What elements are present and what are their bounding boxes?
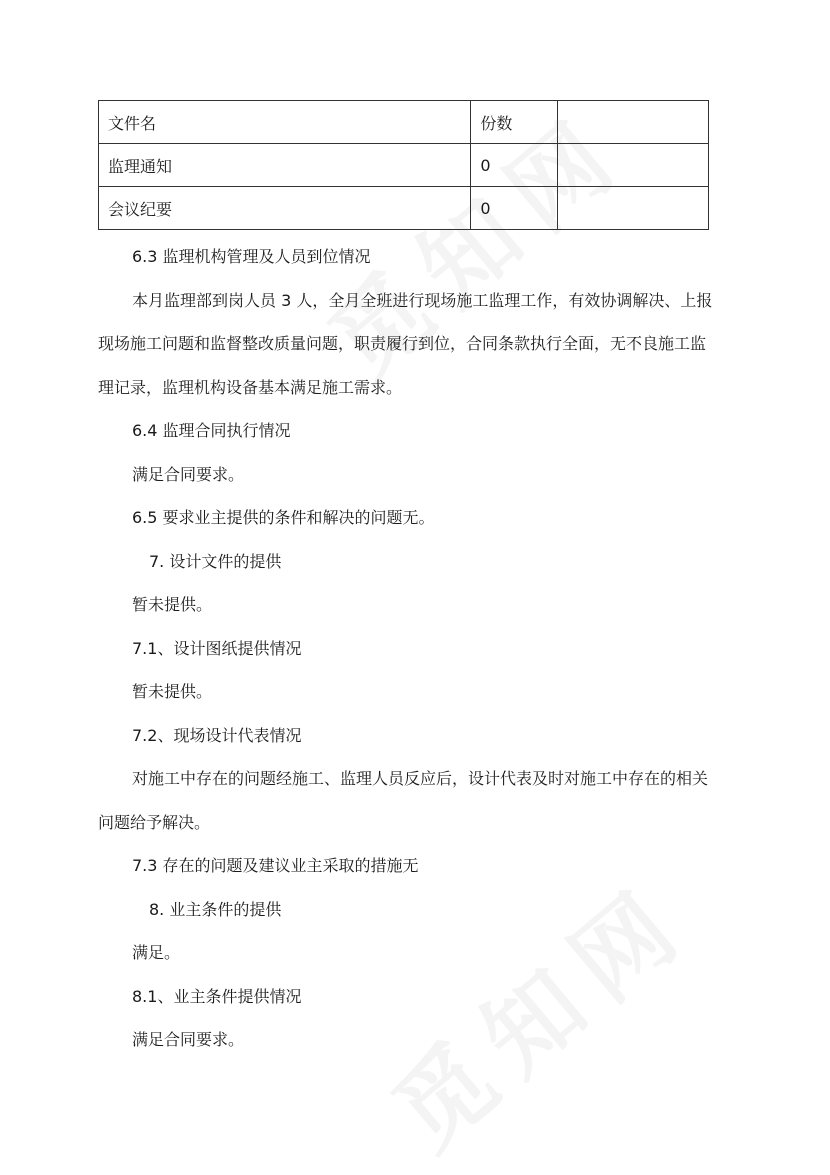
watermark <box>360 846 715 1175</box>
section-heading: 6.4 监理合同执行情况 <box>132 421 291 440</box>
paragraph-line: 满足合同要求。 <box>132 1030 245 1049</box>
paragraph-line: 对施工中存在的问题经施工、监理人员反应后，设计代表及时对施工中存在的相关 <box>132 769 709 788</box>
table-header-cell <box>558 101 709 144</box>
paragraph-line: 问题给予解决。 <box>98 813 211 832</box>
table-header-row <box>99 101 709 144</box>
numbered-heading: 7. 设计文件的提供 <box>149 552 282 571</box>
paragraph-line: 理记录，监理机构设备基本满足施工需求。 <box>98 378 403 397</box>
table-cell: 0 <box>471 187 558 230</box>
section-heading: 7.2、现场设计代表情况 <box>132 726 302 745</box>
table-cell: 监理通知 <box>99 144 471 187</box>
document-count-table <box>98 100 709 230</box>
table-cell: 0 <box>471 144 558 187</box>
table-cell <box>558 187 709 230</box>
table-row <box>99 187 709 230</box>
section-heading: 6.3 监理机构管理及人员到位情况 <box>132 247 371 266</box>
section-heading: 6.5 要求业主提供的条件和解决的问题无。 <box>132 508 435 527</box>
table-header-cell: 份数 <box>471 101 558 144</box>
table-row <box>99 144 709 187</box>
paragraph-line: 暂未提供。 <box>132 595 213 614</box>
table-header-cell: 文件名 <box>99 101 471 144</box>
paragraph-line: 现场施工问题和监督整改质量问题，职责履行到位，合同条款执行全面，无不良施工监 <box>98 334 707 353</box>
section-heading: 8.1、业主条件提供情况 <box>132 987 302 1006</box>
section-heading: 7.1、设计图纸提供情况 <box>132 639 302 658</box>
paragraph-line: 满足合同要求。 <box>132 465 245 484</box>
table-cell: 会议纪要 <box>99 187 471 230</box>
section-heading: 7.3 存在的问题及建议业主采取的措施无 <box>132 856 419 875</box>
paragraph-line: 本月监理部到岗人员 3 人，全月全班进行现场施工监理工作，有效协调解决、上报 <box>132 291 713 310</box>
table-cell <box>558 144 709 187</box>
paragraph-line: 满足。 <box>132 943 181 962</box>
numbered-heading: 8. 业主条件的提供 <box>149 900 282 919</box>
paragraph-line: 暂未提供。 <box>132 682 213 701</box>
